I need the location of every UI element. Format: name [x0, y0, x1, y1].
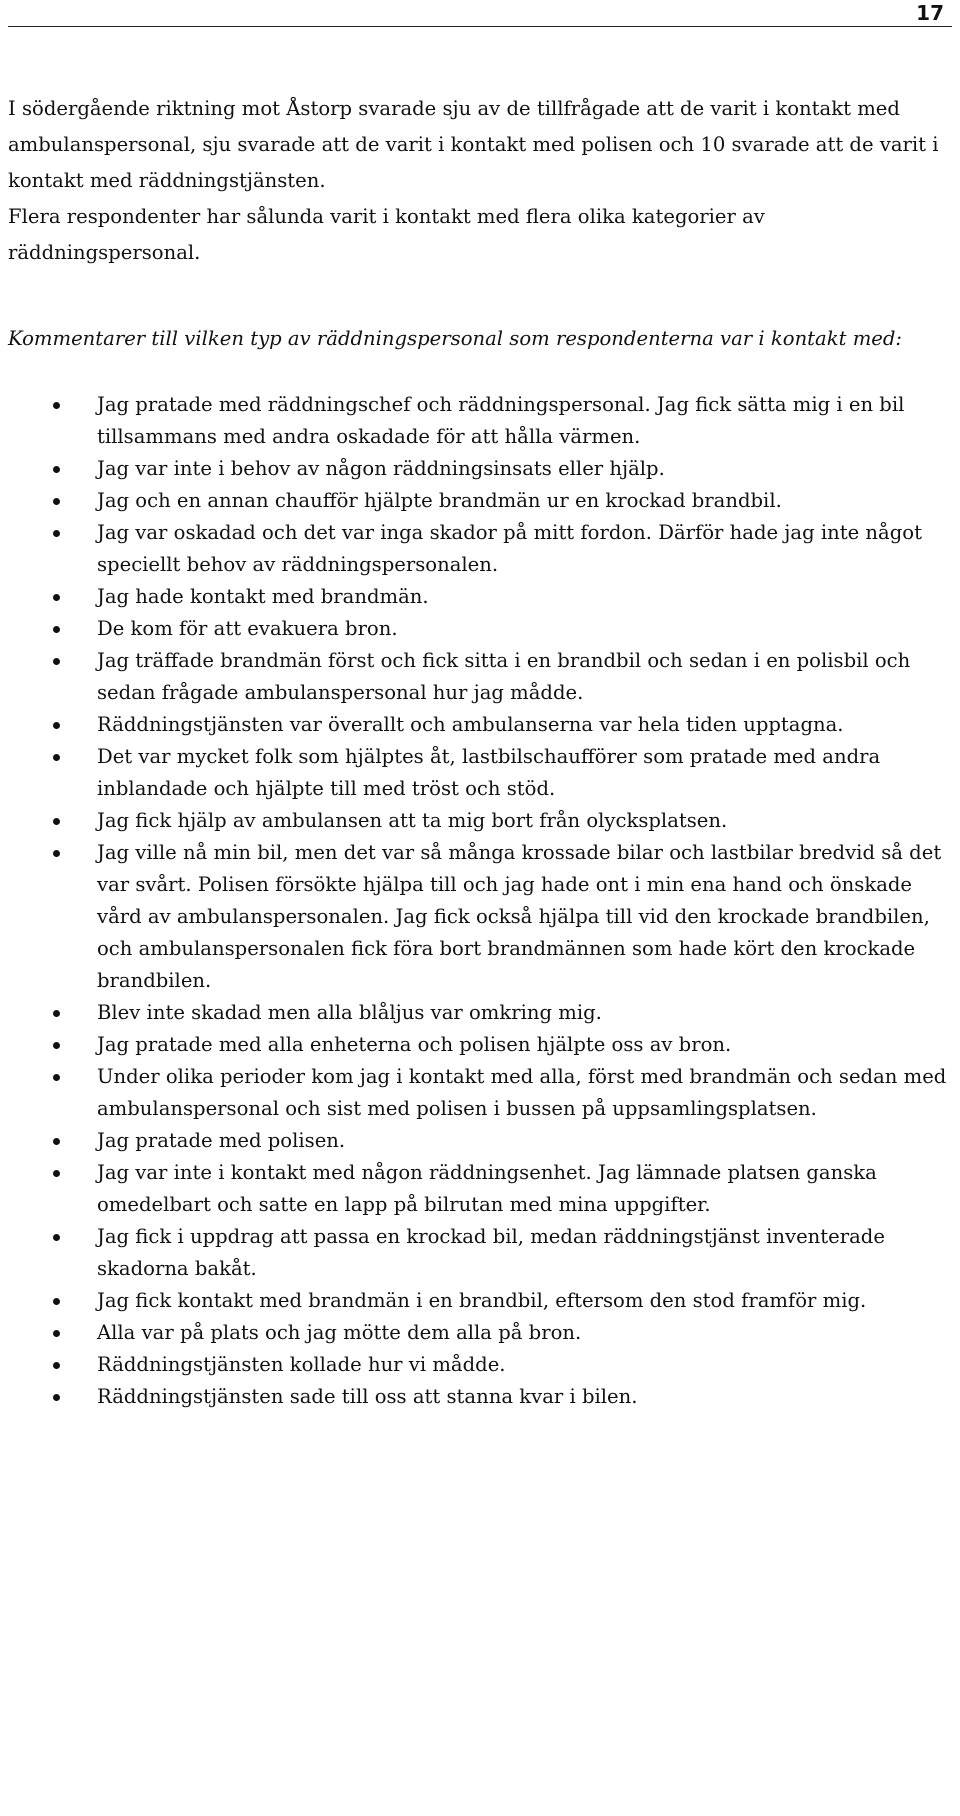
bullet-icon — [53, 626, 60, 633]
list-item-text: Jag fick kontakt med brandmän i en brandbil, eftersom den stod framför mig. — [97, 1289, 867, 1312]
list-item — [8, 1381, 952, 1413]
list-item-text: Det var mycket folk som hjälptes åt, lastbilschaufförer som pratade med andra inblandade och hjälpte till med tröst och stöd. — [97, 745, 881, 800]
list-item — [8, 517, 952, 581]
list-item-text: Jag fick i uppdrag att passa en krockad bil, medan räddningstjänst inventerade skadorna bakåt. — [97, 1225, 885, 1280]
list-item — [8, 485, 952, 517]
bullet-icon — [53, 658, 60, 665]
list-item-text: Räddningstjänsten kollade hur vi mådde. — [97, 1353, 506, 1376]
intro-paragraph — [8, 91, 952, 271]
page-content — [8, 91, 952, 1413]
bullet-icon — [53, 1298, 60, 1305]
bullet-icon — [53, 1394, 60, 1401]
list-item-text: Jag var inte i kontakt med någon räddningsenhet. Jag lämnade platsen ganska omedelbart och satte en lapp på bilrutan med mina uppgifter. — [97, 1161, 877, 1216]
list-item-text: Jag träffade brandmän först och fick sitta i en brandbil och sedan i en polisbil och sedan frågade ambulanspersonal hur jag mådde. — [97, 649, 911, 704]
bullet-icon — [53, 466, 60, 473]
list-item — [8, 1157, 952, 1221]
bullet-icon — [53, 1010, 60, 1017]
bullet-icon — [53, 1330, 60, 1337]
bullet-icon — [53, 1170, 60, 1177]
intro-sentence: I södergående riktning mot Åstorp svarade sju av de tillfrågade att de varit i kontakt med ambulanspersonal, sju svarade att de varit i kontakt med polisen och 10 svarade att de varit i kontakt med räddningstjänsten. — [8, 97, 939, 192]
list-item-text: Jag pratade med alla enheterna och polisen hjälpte oss av bron. — [97, 1033, 732, 1056]
comments-heading: Kommentarer till vilken typ av räddningspersonal som respondenterna var i kontakt med: — [8, 327, 903, 350]
bullet-icon — [53, 1234, 60, 1241]
list-item-text: Räddningstjänsten var överallt och ambulanserna var hela tiden upptagna. — [97, 713, 844, 736]
list-item — [8, 581, 952, 613]
list-item-text: De kom för att evakuera bron. — [97, 617, 398, 640]
bullet-icon — [53, 1138, 60, 1145]
list-item — [8, 645, 952, 709]
list-item — [8, 709, 952, 741]
list-item — [8, 1061, 952, 1125]
bullet-icon — [53, 1074, 60, 1081]
list-item — [8, 1285, 952, 1317]
bullet-icon — [53, 818, 60, 825]
list-item — [8, 1125, 952, 1157]
list-item-text: Räddningstjänsten sade till oss att stanna kvar i bilen. — [97, 1385, 638, 1408]
list-item — [8, 1349, 952, 1381]
intro-sentence: Flera respondenter har sålunda varit i kontakt med flera olika kategorier av räddningspersonal. — [8, 205, 765, 264]
list-item-text: Jag fick hjälp av ambulansen att ta mig bort från olycksplatsen. — [97, 809, 728, 832]
bullet-icon — [53, 722, 60, 729]
bullet-icon — [53, 498, 60, 505]
header-rule — [8, 26, 952, 27]
list-item-text: Jag var inte i behov av någon räddningsinsats eller hjälp. — [97, 457, 665, 480]
bullet-icon — [53, 1362, 60, 1369]
bullet-icon — [53, 594, 60, 601]
page-number: 17 — [916, 1, 944, 25]
list-item — [8, 613, 952, 645]
bullet-icon — [53, 1042, 60, 1049]
list-item-text: Jag hade kontakt med brandmän. — [97, 585, 429, 608]
list-item — [8, 837, 952, 997]
page-header — [0, 0, 960, 30]
bullet-icon — [53, 530, 60, 537]
bullet-icon — [53, 850, 60, 857]
list-item-text: Blev inte skadad men alla blåljus var omkring mig. — [97, 1001, 602, 1024]
list-item — [8, 389, 952, 453]
list-item-text: Jag ville nå min bil, men det var så många krossade bilar och lastbilar bredvid så det var svårt. Polisen försökte hjälpa till och jag hade ont i min ena hand och önskade vård av ambulanspersonalen. Jag fick också hjälpa till vid den krockade brandbilen, och ambulanspersonalen fick föra bort brandmännen som hade kört den krockade brandbilen. — [97, 841, 942, 992]
list-item — [8, 997, 952, 1029]
list-item-text: Alla var på plats och jag mötte dem alla på bron. — [97, 1321, 582, 1344]
list-item — [8, 1221, 952, 1285]
list-item-text: Jag var oskadad och det var inga skador på mitt fordon. Därför hade jag inte något speciellt behov av räddningspersonalen. — [97, 521, 922, 576]
bullet-icon — [53, 402, 60, 409]
list-item-text: Jag pratade med polisen. — [97, 1129, 346, 1152]
list-item-text: Under olika perioder kom jag i kontakt med alla, först med brandmän och sedan med ambulanspersonal och sist med polisen i bussen på uppsamlingsplatsen. — [97, 1065, 947, 1120]
comment-list — [8, 389, 952, 1413]
list-item-text: Jag och en annan chaufför hjälpte brandmän ur en krockad brandbil. — [97, 489, 782, 512]
list-item — [8, 741, 952, 805]
list-item — [8, 1029, 952, 1061]
list-item — [8, 805, 952, 837]
bullet-icon — [53, 754, 60, 761]
list-item — [8, 453, 952, 485]
list-item — [8, 1317, 952, 1349]
list-item-text: Jag pratade med räddningschef och räddningspersonal. Jag fick sätta mig i en bil tillsammans med andra oskadade för att hålla värmen. — [97, 393, 905, 448]
